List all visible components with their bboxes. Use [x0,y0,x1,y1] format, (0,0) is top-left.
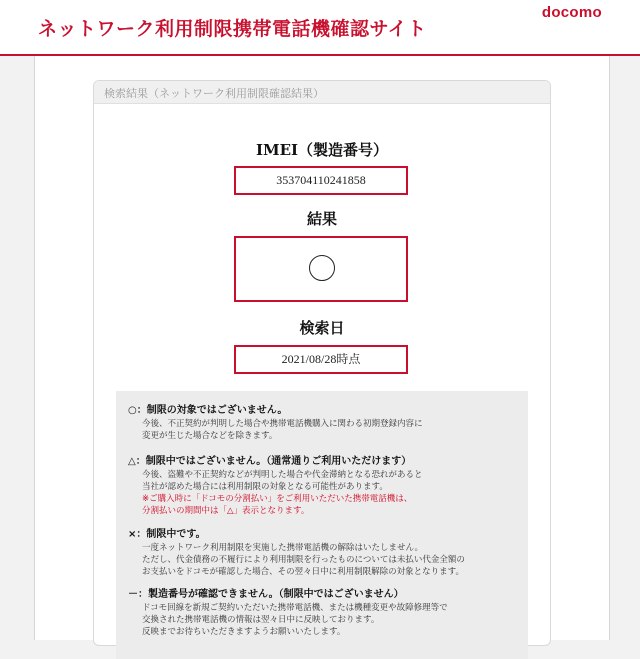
legend-title-dash: －：製造番号が確認できません。（制限中ではございません） [128,589,404,600]
panel-heading [94,81,550,104]
legend-item-circle [128,404,523,442]
result-legend [116,391,528,659]
search-date-value-box: 2021/08/28時点 [234,345,408,374]
legend-text: 反映までお待ちいただきますようお願いいたします。 [142,627,346,637]
legend-note-red: 分割払いの期間中は「△」表示となります。 [142,506,310,516]
legend-text: 今後、不正契約が判明した場合や携帯電話機購入に関わる初期登録内容に [142,419,423,429]
site-header [0,0,640,56]
legend-title-cross: ×：制限中です。 [128,529,206,540]
imei-value-box: 353704110241858 [234,166,408,195]
legend-title-triangle: △：制限中ではございません。（通常通りご利用いただけます） [128,456,412,467]
imei-label: IMEI（製造番号） [255,141,389,159]
legend-text: 今後、盗難や不正契約などが判明した場合や代金滞納となる恐れがあると [142,470,423,480]
result-value-box [234,236,408,302]
site-title: ネットワーク利用制限携帯電話機確認サイト [38,18,427,40]
legend-text: お支払いをドコモが確認した場合、その翌々日中に利用制限解除の対象となります。 [142,567,464,577]
legend-text: 一度ネットワーク利用制限を実施した携帯電話機の解除はいたしません。 [142,543,424,553]
legend-item-dash [128,588,523,638]
search-date-label: 検索日 [299,319,345,337]
circle-result-icon [309,255,335,281]
legend-text: 交換された携帯電話機の情報は翌々日中に反映しております。 [142,615,380,625]
panel-heading-text: 検索結果（ネットワーク利用制限確認結果） [104,87,324,100]
search-result-panel [93,80,551,646]
result-label: 結果 [306,210,337,228]
legend-item-cross [128,528,523,578]
legend-text: ドコモ回線を新規ご契約いただいた携帯電話機、または機種変更や故障修理等で [142,603,448,613]
legend-text: ただし、代金債務の不履行により利用制限を行ったものについては未払い代金全額の [142,555,465,565]
legend-item-triangle [128,455,523,517]
docomo-logo[interactable]: docomo [541,4,602,21]
legend-text: 変更が生じた場合などを除きます。 [142,431,278,441]
page-content [34,56,610,640]
legend-note-red: ※ご購入時に「ドコモの分割払い」をご利用いただいた携帯電話機は、 [142,494,413,504]
legend-text: 当社が認めた場合には利用制限の対象となる可能性があります。 [142,482,388,492]
legend-title-circle: ○：制限の対象ではございません。 [128,405,288,416]
